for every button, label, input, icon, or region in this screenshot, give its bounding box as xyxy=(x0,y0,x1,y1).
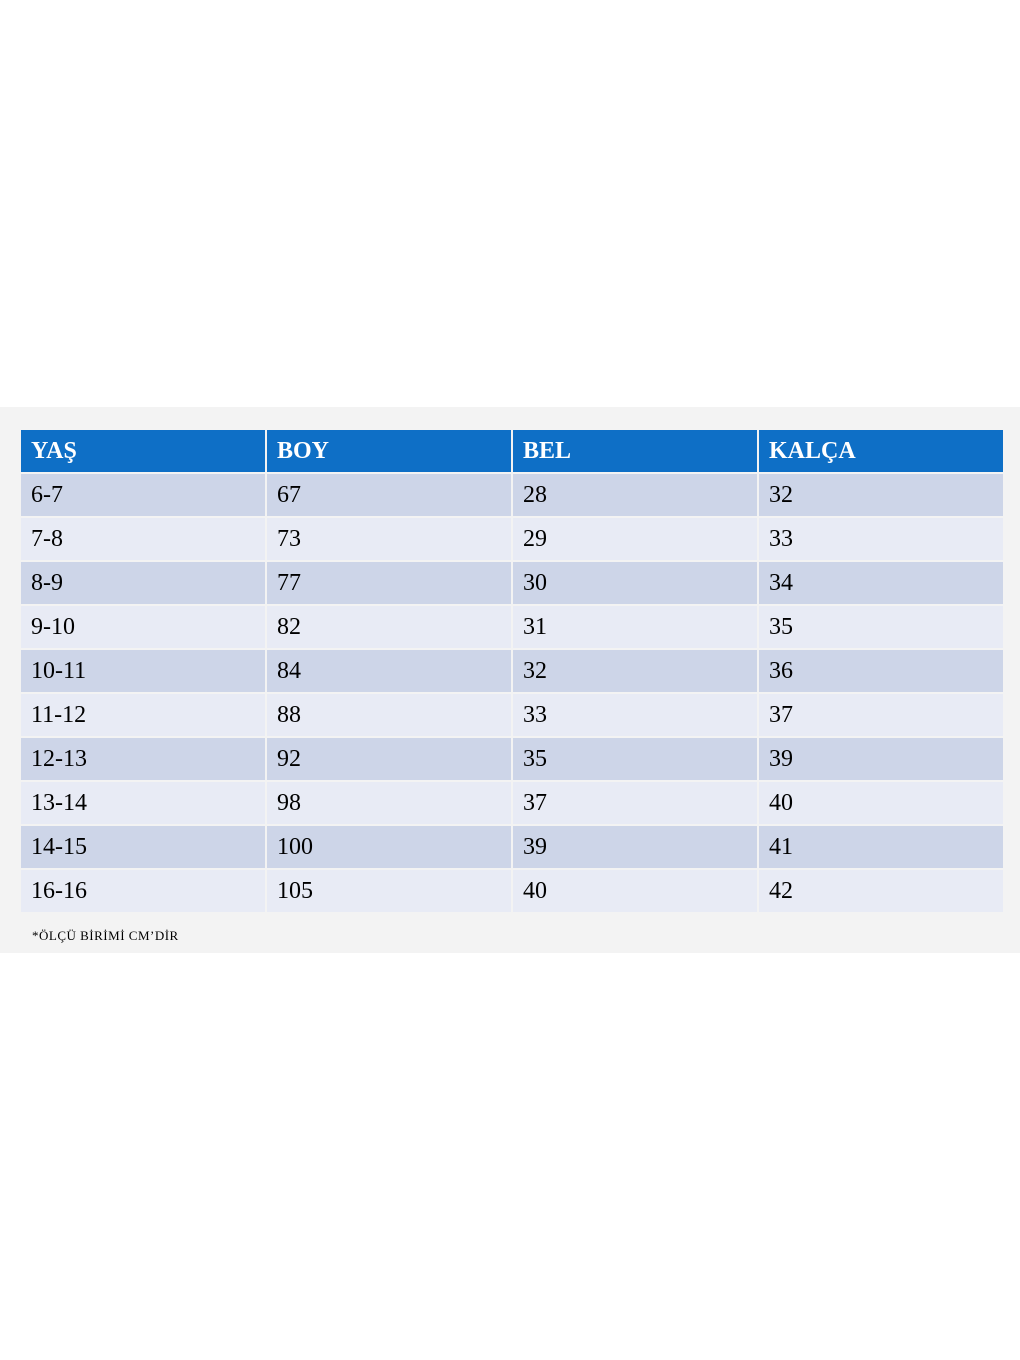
table-cell: 30 xyxy=(513,562,757,604)
table-header-row xyxy=(21,430,1003,472)
table-cell: 13-14 xyxy=(21,782,265,824)
table-cell: 41 xyxy=(759,826,1003,868)
table-row xyxy=(21,562,1003,604)
table-row xyxy=(21,870,1003,912)
table-cell: 35 xyxy=(513,738,757,780)
table-cell: 33 xyxy=(513,694,757,736)
column-header-hip: KALÇA xyxy=(759,430,1003,472)
table-row xyxy=(21,694,1003,736)
size-chart-table xyxy=(19,428,1005,914)
table-row xyxy=(21,738,1003,780)
table-row xyxy=(21,518,1003,560)
table-cell: 73 xyxy=(267,518,511,560)
table-cell: 9-10 xyxy=(21,606,265,648)
table-cell: 34 xyxy=(759,562,1003,604)
table-cell: 32 xyxy=(513,650,757,692)
table-cell: 10-11 xyxy=(21,650,265,692)
column-header-waist: BEL xyxy=(513,430,757,472)
table-cell: 7-8 xyxy=(21,518,265,560)
table-cell: 92 xyxy=(267,738,511,780)
table-cell: 100 xyxy=(267,826,511,868)
table-cell: 11-12 xyxy=(21,694,265,736)
table-cell: 14-15 xyxy=(21,826,265,868)
table-cell: 37 xyxy=(513,782,757,824)
table-cell: 6-7 xyxy=(21,474,265,516)
table-cell: 84 xyxy=(267,650,511,692)
table-cell: 31 xyxy=(513,606,757,648)
table-row xyxy=(21,606,1003,648)
table-cell: 12-13 xyxy=(21,738,265,780)
table-cell: 40 xyxy=(513,870,757,912)
table-cell: 16-16 xyxy=(21,870,265,912)
table-row xyxy=(21,826,1003,868)
table-cell: 28 xyxy=(513,474,757,516)
table-row xyxy=(21,474,1003,516)
table-cell: 77 xyxy=(267,562,511,604)
table-cell: 40 xyxy=(759,782,1003,824)
table-cell: 42 xyxy=(759,870,1003,912)
table-cell: 39 xyxy=(759,738,1003,780)
table-cell: 32 xyxy=(759,474,1003,516)
table-row xyxy=(21,650,1003,692)
unit-note: *ÖLÇÜ BİRİMİ CM’DİR xyxy=(32,928,179,943)
column-header-age: YAŞ xyxy=(21,430,265,472)
table-row xyxy=(21,782,1003,824)
table-cell: 105 xyxy=(267,870,511,912)
table-cell: 35 xyxy=(759,606,1003,648)
column-header-height: BOY xyxy=(267,430,511,472)
table-cell: 29 xyxy=(513,518,757,560)
table-cell: 37 xyxy=(759,694,1003,736)
table-cell: 39 xyxy=(513,826,757,868)
table-cell: 88 xyxy=(267,694,511,736)
table-cell: 36 xyxy=(759,650,1003,692)
table-cell: 8-9 xyxy=(21,562,265,604)
table-cell: 82 xyxy=(267,606,511,648)
table-cell: 67 xyxy=(267,474,511,516)
table-cell: 33 xyxy=(759,518,1003,560)
table-cell: 98 xyxy=(267,782,511,824)
